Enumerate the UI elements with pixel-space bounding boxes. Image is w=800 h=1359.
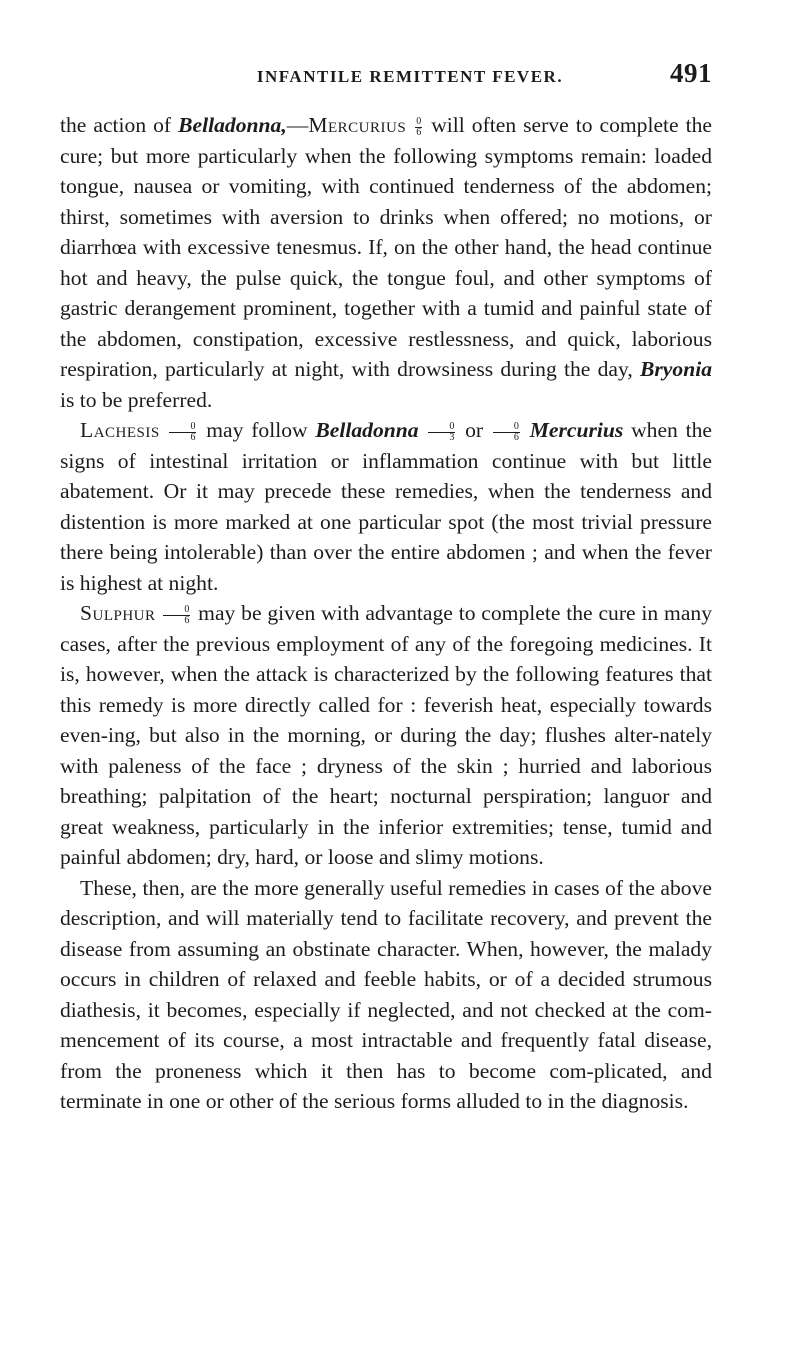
text-run: when the signs of intestinal irritation or inflammation continue with but little abatement. Or it may precede these remedies, when the tenderness and distention is more marked at one particular spot (the most trivial pressure there being intolerable) than over the entire abdomen ; and when the fever is highest at night.	[60, 418, 712, 595]
remedy-name: Bryonia	[640, 357, 712, 381]
fraction-denominator: 6	[184, 614, 190, 626]
remedy-name: Belladonna	[315, 418, 419, 442]
remedy-name: Mercurius	[308, 113, 407, 137]
dosage-fraction	[169, 422, 196, 443]
text-run: —	[286, 113, 309, 137]
text-run: may be given with advantage to complete the cure in many cases, after the previous employment of any of the foregoing medicines. It is, however, when the attack is characterized by the following features that this remedy is more directly called for : feverish heat, especially towards even-ing, but also in the morning, or during the day; flushes alter-nately with paleness of the face ; dryness of the skin ; hurried and laborious breathing; palpitation of the heart; nocturnal perspiration; languor and great weakness, particularly in the inferior extremities; tense, tumid and painful abdomen; dry, hard, or loose and slimy motions.	[60, 601, 713, 869]
paragraph-2	[60, 415, 712, 598]
fraction-numerator: 0	[416, 115, 422, 127]
remedy-name: Belladonna,	[178, 113, 287, 137]
remedy-name: Sulphur	[80, 601, 156, 625]
fraction-numerator: 0	[493, 422, 520, 433]
paragraph-4: These, then, are the more generally useful remedies in cases of the above description, and will materially tend to facilitate recovery, and prevent the disease from assuming an obstinate character. When, however, the malady occurs in children of relaxed and feeble habits, or of a decided strumous diathesis, it becomes, especially if neglected, and not checked at the com-mencement of its course, a most intractable and frequently fatal disease, from the proneness which it then has to become com-plicated, and terminate in one or other of the serious forms alluded to in the diagnosis.	[60, 875, 712, 1113]
text-run: may follow	[198, 418, 316, 442]
fraction-numerator: 0	[428, 422, 455, 433]
fraction-numerator: 0	[163, 605, 190, 616]
fraction-denominator: 6	[190, 431, 196, 443]
body-text	[60, 110, 712, 1117]
paragraph-1	[60, 110, 712, 415]
fraction-denominator: 6	[416, 126, 422, 138]
page-header	[60, 58, 712, 92]
page-number: 491	[670, 58, 712, 88]
text-run: will often serve to complete the cure; but more particularly when the following symptoms remain: loaded tongue, nausea or vomiting, with continued tenderness of the abdomen; thirst, sometimes with aversion to drinks when offered; no motions, or diarrhœa with excessive tenesmus. If, on the other hand, the head continue hot and heavy, the pulse quick, the tongue foul, and other symptoms of gastric derangement prominent, together with a tumid and painful state of the abdomen, constipation, excessive restlessness, and quick, laborious respiration, particularly at night, with drowsiness during the day,	[60, 113, 713, 381]
remedy-name: Lachesis	[80, 418, 160, 442]
remedy-name: Mercurius	[529, 418, 624, 442]
text-run: is to be preferred.	[60, 387, 213, 412]
text-run: the action of	[60, 113, 179, 137]
fraction-numerator: 0	[169, 422, 196, 433]
text-run: or	[457, 418, 491, 442]
running-title: INFANTILE REMITTENT FEVER.	[256, 67, 564, 86]
fraction-denominator: 3	[449, 431, 455, 443]
dosage-fraction	[493, 422, 520, 443]
dosage-fraction	[415, 117, 422, 138]
paragraph-3	[60, 598, 712, 873]
dosage-fraction	[163, 605, 190, 626]
fraction-denominator: 6	[513, 431, 519, 443]
dosage-fraction	[428, 422, 455, 443]
